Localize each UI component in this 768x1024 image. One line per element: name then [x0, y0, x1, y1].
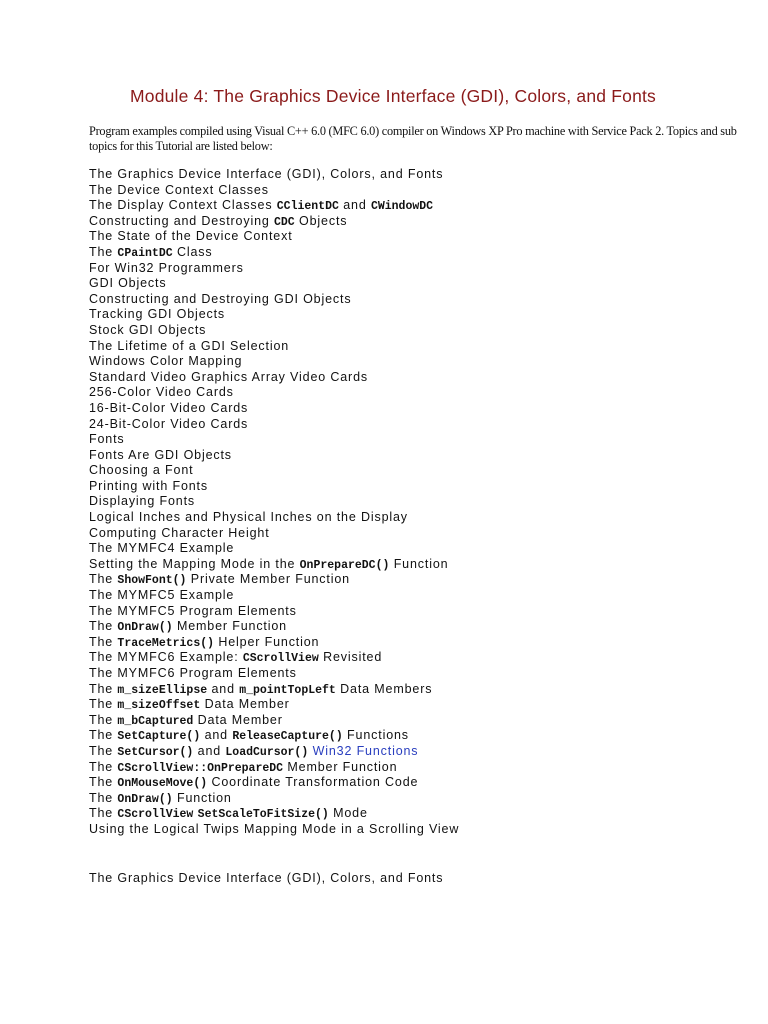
- topic-text: The: [89, 790, 118, 805]
- topic-text: The Device Context Classes: [89, 182, 269, 197]
- topic-item: [89, 401, 739, 417]
- section-heading: The Graphics Device Interface (GDI), Colors, and Fonts: [89, 871, 444, 885]
- topic-item: [89, 775, 739, 791]
- topic-text: Windows Color Mapping: [89, 354, 243, 369]
- topic-text: and: [200, 728, 233, 743]
- topic-text: Logical Inches and Physical Inches on the Display: [89, 510, 408, 525]
- topic-item: [89, 417, 739, 433]
- topic-text: The: [89, 743, 118, 758]
- topic-item: [89, 650, 739, 666]
- topic-text: Tracking GDI Objects: [89, 307, 226, 322]
- topic-item: [89, 292, 739, 308]
- topic-text: The Lifetime of a GDI Selection: [89, 338, 290, 353]
- topic-item: [89, 728, 739, 744]
- topic-text: Using the Logical Twips Mapping Mode in a Scrolling View: [89, 821, 460, 836]
- code-identifier: CDC: [274, 215, 295, 229]
- topic-item: [89, 635, 739, 651]
- topic-item: [89, 744, 739, 760]
- code-identifier: SetCursor(): [117, 745, 194, 759]
- code-identifier: ReleaseCapture(): [232, 730, 343, 744]
- topic-item: [89, 307, 739, 323]
- topic-text: Standard Video Graphics Array Video Cards: [89, 369, 368, 384]
- topic-text: The Graphics Device Interface (GDI), Colors, and Fonts: [89, 167, 444, 181]
- topic-text: The MYMFC6 Program Elements: [89, 666, 297, 680]
- topic-text: The MYMFC6 Example:: [89, 650, 243, 665]
- topic-item: [89, 276, 739, 292]
- topic-text: Fonts: [89, 432, 125, 447]
- topic-text: The: [89, 634, 118, 649]
- topic-text: Constructing and Destroying: [89, 213, 274, 228]
- code-identifier: m_bCaptured: [117, 714, 194, 728]
- topic-item: [89, 385, 739, 401]
- topic-item: [89, 370, 739, 386]
- topic-text: Fonts Are GDI Objects: [89, 447, 232, 462]
- topic-text: Revisited: [318, 650, 383, 665]
- topic-text: 24-Bit-Color Video Cards: [89, 416, 249, 431]
- topic-text: Private Member Function: [186, 572, 350, 587]
- topic-item: [89, 572, 739, 588]
- topic-item: [89, 822, 739, 838]
- topic-item: [89, 791, 739, 807]
- topic-text: The: [89, 806, 118, 821]
- code-identifier: LoadCursor(): [225, 745, 309, 759]
- topic-text: For Win32 Programmers: [89, 260, 244, 275]
- code-identifier: TraceMetrics(): [117, 636, 215, 650]
- topic-item: [89, 760, 739, 776]
- topic-text: GDI Objects: [89, 276, 167, 291]
- code-identifier: SetCapture(): [117, 730, 201, 744]
- topic-text: Helper Function: [214, 634, 320, 649]
- code-identifier: OnDraw(): [117, 621, 173, 635]
- topic-text: 256-Color Video Cards: [89, 385, 234, 400]
- topic-text: Constructing and Destroying GDI Objects: [89, 291, 352, 306]
- code-identifier: CScrollView::OnPrepareDC: [117, 761, 284, 775]
- topic-text: The: [89, 759, 118, 774]
- topic-item: [89, 541, 739, 557]
- topic-item: [89, 666, 739, 682]
- topic-text: The: [89, 244, 118, 259]
- topic-text: 16-Bit-Color Video Cards: [89, 400, 249, 415]
- page-title: Module 4: The Graphics Device Interface (GDI), Colors, and Fonts: [129, 86, 657, 106]
- topic-text: Class: [172, 244, 213, 259]
- topic-item: [89, 229, 739, 245]
- topic-item: [89, 619, 739, 635]
- topic-item: [89, 479, 739, 495]
- code-identifier: CScrollView: [117, 808, 194, 822]
- code-identifier: OnDraw(): [117, 792, 173, 806]
- topic-item: [89, 261, 739, 277]
- topic-item: [89, 463, 739, 479]
- topic-text: The: [89, 712, 118, 727]
- topic-text: Printing with Fonts: [89, 478, 208, 493]
- code-identifier: OnMouseMove(): [117, 777, 208, 791]
- code-identifier: OnPrepareDC(): [299, 558, 390, 572]
- topic-text: The: [89, 681, 118, 696]
- topic-text: Data Member: [193, 712, 283, 727]
- topic-text: and: [193, 743, 226, 758]
- topic-text: Mode: [328, 806, 368, 821]
- topic-text: The: [89, 775, 118, 790]
- topic-item: [89, 713, 739, 729]
- topic-text: The: [89, 728, 118, 743]
- topic-list: [89, 167, 739, 838]
- topic-text: and: [207, 681, 240, 696]
- code-identifier: m_sizeEllipse: [117, 683, 208, 697]
- topic-item: [89, 245, 739, 261]
- topic-text: and: [338, 198, 371, 213]
- topic-item: [89, 167, 739, 183]
- topic-text: Objects: [294, 213, 348, 228]
- topic-text: The Display Context Classes: [89, 198, 277, 213]
- topic-text: Setting the Mapping Mode in the: [89, 556, 300, 571]
- topic-item: [89, 510, 739, 526]
- topic-item: [89, 198, 739, 214]
- topic-item: [89, 448, 739, 464]
- topic-text: Function: [389, 556, 449, 571]
- code-identifier: m_sizeOffset: [117, 699, 201, 713]
- topic-text: The MYMFC5 Example: [89, 588, 235, 603]
- topic-item: [89, 183, 739, 199]
- topic-text: Data Members: [335, 681, 433, 696]
- topic-item: [89, 806, 739, 822]
- topic-text: The MYMFC5 Program Elements: [89, 603, 297, 618]
- topic-text: The: [89, 697, 118, 712]
- code-identifier: CWindowDC: [370, 200, 434, 214]
- topic-text: Data Member: [200, 697, 290, 712]
- topic-item: [89, 588, 739, 604]
- topic-text: Coordinate Transformation Code: [207, 775, 419, 790]
- topic-text: Displaying Fonts: [89, 494, 196, 509]
- topic-text: Choosing a Font: [89, 463, 194, 478]
- topic-text: The MYMFC4 Example: [89, 541, 235, 556]
- topic-item: [89, 604, 739, 620]
- topic-item: [89, 214, 739, 230]
- topic-item: [89, 697, 739, 713]
- intro-paragraph: Program examples compiled using Visual C++ 6.0 (MFC 6.0) compiler on Windows XP Pro machine with Service Pack 2. Topics and sub topics for this Tutorial are listed below:: [89, 124, 737, 153]
- topic-item: [89, 323, 739, 339]
- topic-text: The: [89, 619, 118, 634]
- topic-text: The State of the Device Context: [89, 229, 293, 244]
- topic-text: Computing Character Height: [89, 525, 270, 540]
- code-identifier: CClientDC: [276, 200, 339, 214]
- topic-text: The: [89, 572, 118, 587]
- code-identifier: CScrollView: [242, 652, 319, 666]
- topic-item: [89, 526, 739, 542]
- topic-item: [89, 432, 739, 448]
- topic-item: [89, 682, 739, 698]
- topic-item: [89, 339, 739, 355]
- topic-text: Stock GDI Objects: [89, 322, 207, 337]
- code-identifier: SetScaleToFitSize(): [197, 808, 329, 822]
- topic-item: [89, 557, 739, 573]
- topic-item: [89, 354, 739, 370]
- topic-text: Functions: [342, 728, 409, 743]
- code-identifier: ShowFont(): [117, 574, 187, 588]
- topic-text: Function: [172, 790, 232, 805]
- topic-link[interactable]: Win32 Functions: [312, 743, 419, 758]
- topic-text: Member Function: [283, 759, 398, 774]
- topic-text: Member Function: [172, 619, 287, 634]
- code-identifier: CPaintDC: [117, 246, 173, 260]
- code-identifier: m_pointTopLeft: [239, 683, 336, 697]
- topic-item: [89, 494, 739, 510]
